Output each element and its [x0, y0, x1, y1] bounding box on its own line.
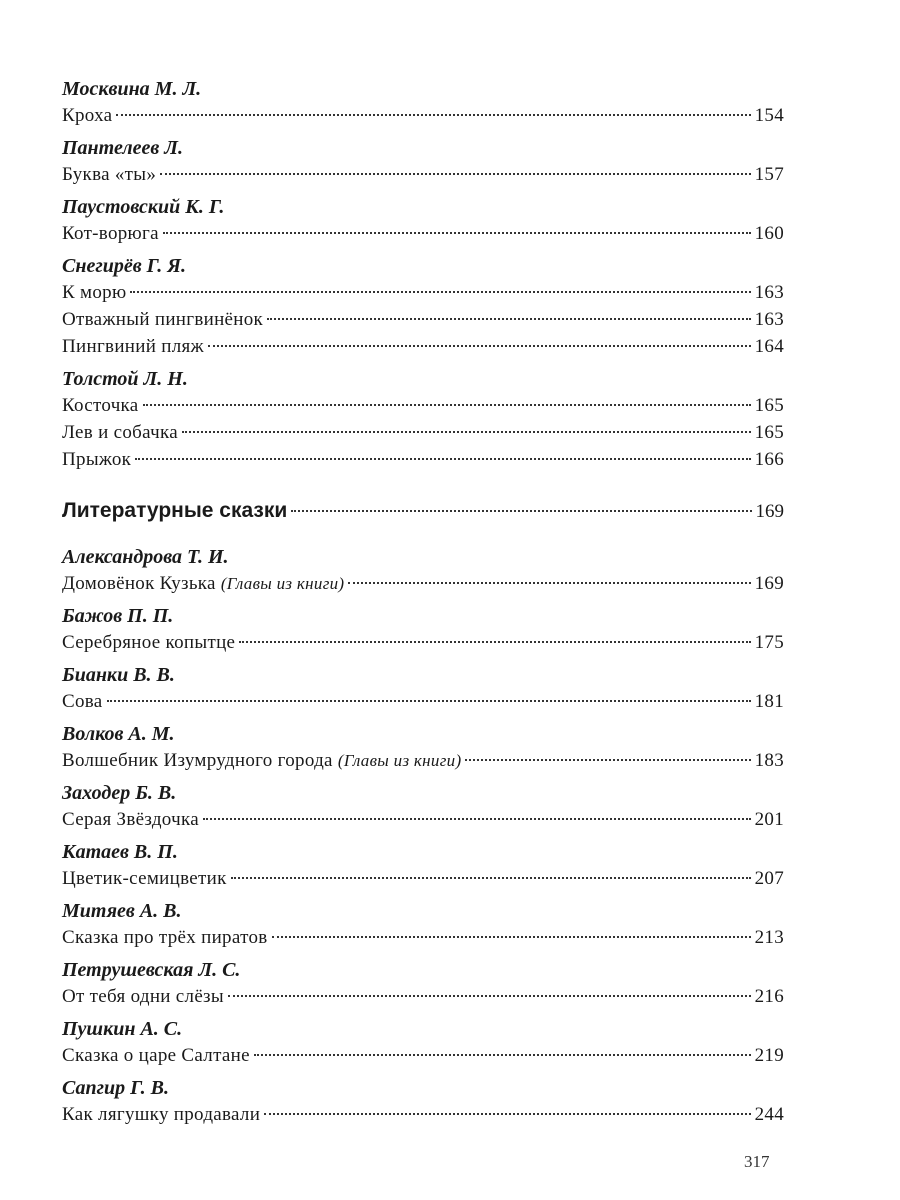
entry-title-text: Отважный пингвинёнок: [62, 309, 264, 330]
entry-title: [62, 689, 103, 715]
toc-entry: [62, 984, 784, 1011]
entry-title-text: Сказка о царе Салтане: [62, 1045, 250, 1066]
entry-title-text: Буква «ты»: [62, 164, 157, 185]
entry-title-text: Пингвиний пляж: [62, 336, 204, 357]
leader-dots: [267, 318, 751, 320]
leader-dots: [130, 291, 750, 293]
page-folio-number: 317: [744, 1152, 770, 1171]
leader-dots: [348, 582, 750, 584]
table-of-contents: [62, 76, 784, 1129]
entry-title-text: Как лягушку продавали: [62, 1104, 261, 1125]
entry-title-text: Кот-ворюга: [62, 223, 159, 244]
toc-entry: [62, 1043, 784, 1070]
toc-entry: [62, 420, 784, 447]
entry-title-text: Лев и собачка: [62, 422, 178, 443]
entry-page-number: 207: [754, 868, 784, 889]
author-name: Москвина М. Л.: [62, 78, 202, 100]
entry-page-number: 213: [754, 927, 784, 948]
author-name: Заходер Б. В.: [62, 782, 177, 804]
entry-title-text: Цветик-семицветик: [62, 868, 227, 889]
entry-title: [62, 447, 131, 473]
entry-title-text: Серебряное копытце: [62, 632, 236, 653]
entry-title-text: Домовёнок Кузька: [62, 573, 216, 594]
entry-page-number: 165: [754, 395, 784, 416]
author-name: Катаев В. П.: [62, 841, 178, 863]
entry-title: [62, 420, 178, 446]
author-name: Паустовский К. Г.: [62, 196, 225, 218]
leader-dots: [143, 404, 751, 406]
entry-page-number: 166: [754, 449, 784, 470]
entry-title-text: Сова: [62, 691, 103, 712]
author-name: Снегирёв Г. Я.: [62, 255, 186, 277]
toc-entry: [62, 689, 784, 716]
toc-entry: [62, 630, 784, 657]
toc-entry: [62, 571, 784, 598]
author-name: Пушкин А. С.: [62, 1018, 183, 1040]
entry-page-number: 164: [754, 336, 784, 357]
author-name: Волков А. М.: [62, 723, 175, 745]
entry-title: [62, 162, 156, 188]
entry-title: [62, 866, 227, 892]
entry-title-text: К морю: [62, 282, 127, 303]
author-name: Александрова Т. И.: [62, 546, 229, 568]
leader-dots: [116, 114, 750, 116]
entry-title: [62, 630, 235, 656]
entry-page-number: 216: [754, 986, 784, 1007]
entry-page-number: 219: [754, 1045, 784, 1066]
entry-title: [62, 393, 139, 419]
toc-entry: [62, 1102, 784, 1129]
entry-title: [62, 807, 199, 833]
author-name: Сапгир Г. В.: [62, 1077, 170, 1099]
entry-title-text: Косточка: [62, 395, 139, 416]
entry-title-text: Волшебник Изумрудного города: [62, 750, 333, 771]
entry-page-number: 157: [754, 164, 784, 185]
entry-title: [62, 1043, 250, 1069]
entry-title-text: От тебя одни слёзы: [62, 986, 224, 1007]
entry-page-number: 169: [754, 573, 784, 594]
entry-title-text: Кроха: [62, 105, 113, 126]
entry-title: [62, 307, 263, 333]
toc-entry: [62, 334, 784, 361]
toc-bottom-list: [62, 544, 784, 1129]
author-name: Митяев А. В.: [62, 900, 182, 922]
entry-title: [62, 748, 461, 774]
entry-page-number: 154: [754, 105, 784, 126]
author-name: Бианки В. В.: [62, 664, 175, 686]
toc-top-list: [62, 76, 784, 474]
entry-page-number: 165: [754, 422, 784, 443]
toc-entry: [62, 447, 784, 474]
section-heading-row: [62, 496, 784, 526]
toc-entry: [62, 748, 784, 775]
entry-note: (Главы из книги): [220, 574, 345, 593]
entry-page-number: 183: [754, 750, 784, 771]
entry-page-number: 201: [754, 809, 784, 830]
toc-entry: [62, 280, 784, 307]
author-name: Пантелеев Л.: [62, 137, 184, 159]
leader-dots: [208, 345, 751, 347]
toc-entry: [62, 393, 784, 420]
author-name: Толстой Л. Н.: [62, 368, 188, 390]
entry-page-number: 181: [754, 691, 784, 712]
entry-title: [62, 103, 112, 129]
leader-dots: [163, 232, 751, 234]
leader-dots: [182, 431, 751, 433]
entry-title: [62, 334, 204, 360]
entry-title: [62, 221, 159, 247]
leader-dots: [228, 995, 751, 997]
entry-title-text: Прыжок: [62, 449, 132, 470]
entry-title-text: Сказка про трёх пиратов: [62, 927, 268, 948]
section-title: Литературные сказки: [62, 499, 288, 522]
leader-dots: [231, 877, 751, 879]
toc-entry: [62, 221, 784, 248]
leader-dots: [135, 458, 750, 460]
leader-dots: [264, 1113, 750, 1115]
leader-dots: [203, 818, 751, 820]
entry-note: (Главы из книги): [337, 751, 462, 770]
entry-title-text: Серая Звёздочка: [62, 809, 199, 830]
author-name: Бажов П. П.: [62, 605, 174, 627]
toc-entry: [62, 866, 784, 893]
entry-page-number: 175: [754, 632, 784, 653]
leader-dots: [160, 173, 750, 175]
entry-title: [62, 925, 268, 951]
leader-dots: [107, 700, 751, 702]
leader-dots: [465, 759, 750, 761]
toc-entry: [62, 925, 784, 952]
leader-dots: [291, 510, 751, 512]
entry-title: [62, 571, 344, 597]
leader-dots: [254, 1054, 751, 1056]
entry-page-number: 160: [754, 223, 784, 244]
author-name: Петрушевская Л. С.: [62, 959, 241, 981]
toc-entry: [62, 807, 784, 834]
toc-entry: [62, 162, 784, 189]
entry-title: [62, 984, 224, 1010]
leader-dots: [272, 936, 751, 938]
entry-title: [62, 1102, 260, 1128]
toc-entry: [62, 103, 784, 130]
section-page-number: 169: [755, 501, 784, 522]
entry-title: [62, 280, 126, 306]
entry-page-number: 163: [754, 309, 784, 330]
leader-dots: [239, 641, 750, 643]
entry-page-number: 244: [754, 1104, 784, 1125]
toc-entry: [62, 307, 784, 334]
entry-page-number: 163: [754, 282, 784, 303]
